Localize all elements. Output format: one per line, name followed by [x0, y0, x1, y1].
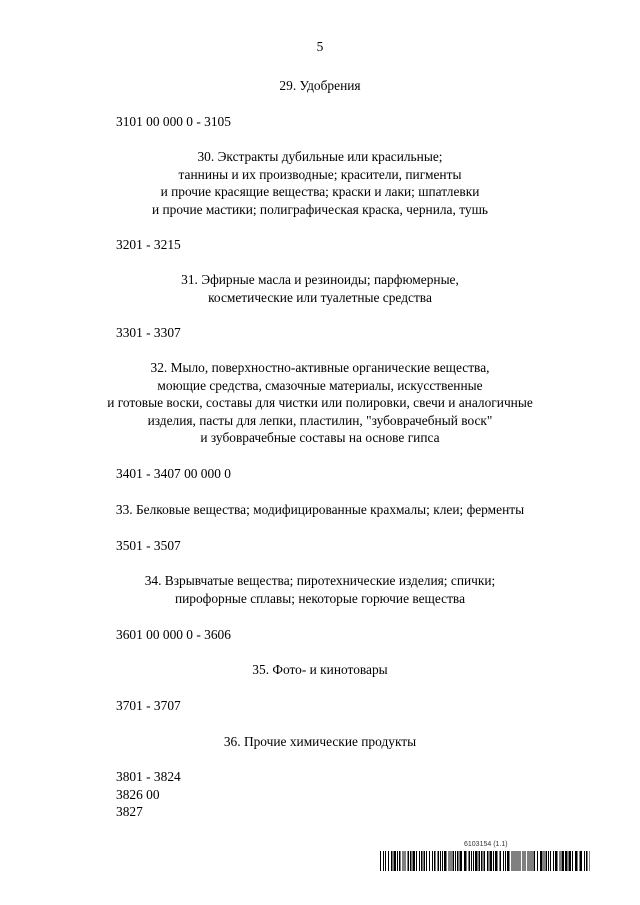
section-36-codes	[116, 768, 181, 821]
code-line: 3826 00	[116, 786, 160, 802]
section-33-codes	[116, 537, 181, 555]
barcode-icon	[380, 851, 590, 871]
section-29-codes	[116, 113, 231, 131]
section-30-codes	[116, 236, 181, 254]
heading-line: и прочие красящие вещества; краски и лаки; шпатлевки	[160, 184, 480, 199]
section-32-heading	[0, 359, 640, 447]
code-line: 3501 - 3507	[116, 538, 181, 553]
heading-line: 36. Прочие химические продукты	[223, 734, 417, 749]
heading-line: 35. Фото- и кинотовары	[252, 662, 388, 677]
section-36-heading	[0, 733, 640, 751]
section-33-heading	[0, 501, 640, 519]
heading-line: моющие средства, смазочные материалы, искусственные	[157, 377, 483, 393]
heading-line: и зубоврачебные составы на основе гипса	[200, 430, 440, 445]
heading-line: 31. Эфирные масла и резиноиды; парфюмерные,	[181, 272, 459, 287]
section-34-codes	[116, 626, 231, 644]
barcode-label: 6103154 (1.1)	[464, 841, 508, 848]
code-line: 3601 00 000 0 - 3606	[116, 627, 231, 642]
heading-line: таннины и их производные; красители, пигменты	[178, 166, 462, 182]
heading-line: пирофорные сплавы; некоторые горючие вещества	[174, 590, 466, 606]
heading-line: 33. Белковые вещества; модифицированные крахмалы; клеи; ферменты	[115, 502, 525, 517]
section-35-codes	[116, 697, 181, 715]
heading-line: 32. Мыло, поверхностно-активные органические вещества,	[150, 360, 490, 375]
section-31-heading	[0, 271, 640, 306]
heading-line: и готовые воски, составы для чистки или полировки, свечи и аналогичные	[107, 395, 533, 410]
section-30-heading	[0, 148, 640, 218]
heading-line: 29. Удобрения	[279, 78, 361, 93]
code-line: 3801 - 3824	[116, 769, 181, 784]
code-line: 3827	[116, 804, 143, 819]
section-32-codes	[116, 465, 231, 483]
code-line: 3401 - 3407 00 000 0	[116, 466, 231, 481]
section-35-heading	[0, 661, 640, 679]
heading-line: 30. Экстракты дубильные или красильные;	[197, 149, 443, 164]
heading-line: изделия, пасты для лепки, пластилин, "зубоврачебный воск"	[147, 412, 493, 428]
code-line: 3701 - 3707	[116, 698, 181, 713]
code-line: 3201 - 3215	[116, 237, 181, 252]
section-34-heading	[0, 572, 640, 607]
code-line: 3301 - 3307	[116, 325, 181, 340]
heading-line: косметические или туалетные средства	[208, 289, 432, 305]
section-31-codes	[116, 324, 181, 342]
page-number: 5	[316, 39, 324, 54]
code-line: 3101 00 000 0 - 3105	[116, 114, 231, 129]
section-29-heading	[0, 77, 640, 95]
heading-line: и прочие мастики; полиграфическая краска, чернила, тушь	[151, 201, 488, 217]
heading-line: 34. Взрывчатые вещества; пиротехнические изделия; спички;	[144, 573, 496, 588]
